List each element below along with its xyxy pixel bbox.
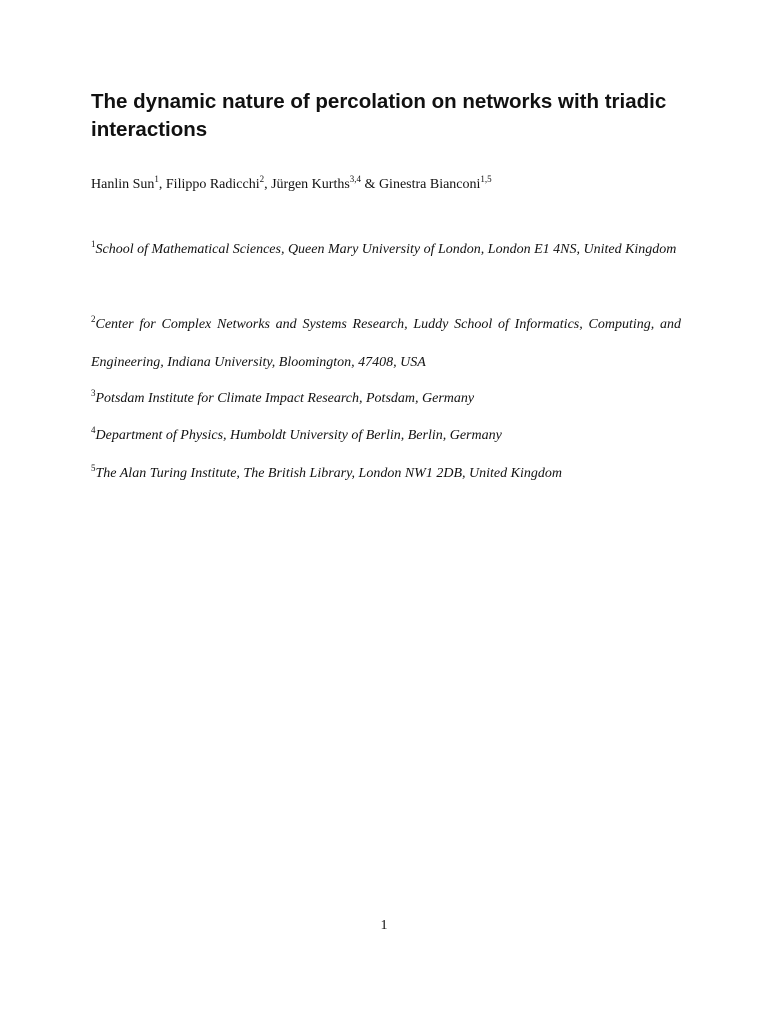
affiliation-number: 1 bbox=[91, 239, 96, 249]
author-affiliation-mark: 2 bbox=[259, 174, 265, 184]
author-name: Ginestra Bianconi bbox=[378, 177, 481, 192]
affiliation-text: School of Mathematical Sciences, Queen Mary University of London, London E1 4NS, United Kingdom bbox=[95, 242, 677, 257]
author-list bbox=[91, 175, 492, 195]
affiliation-text: The Alan Turing Institute, The British Library, London NW1 2DB, United Kingdom bbox=[95, 466, 562, 481]
author-affiliation-mark: 3,4 bbox=[349, 174, 362, 184]
affiliation-number: 5 bbox=[91, 463, 96, 473]
author-affiliation-mark: 1 bbox=[154, 174, 159, 184]
author-affiliation-mark: 1,5 bbox=[480, 174, 492, 184]
author-name: Filippo Radicchi bbox=[165, 177, 260, 192]
affiliation-4 bbox=[91, 417, 681, 455]
author-name: Hanlin Sun bbox=[91, 177, 155, 192]
affiliation-1 bbox=[91, 231, 681, 269]
author-separator: , bbox=[264, 177, 272, 192]
affiliation-3 bbox=[91, 380, 681, 418]
affiliation-number: 4 bbox=[91, 425, 96, 435]
affiliation-2 bbox=[91, 306, 681, 381]
affiliation-number: 2 bbox=[91, 314, 96, 324]
author-separator: , bbox=[158, 177, 166, 192]
affiliation-number: 3 bbox=[91, 388, 96, 398]
page-number: 1 bbox=[380, 918, 388, 933]
author-name: Jürgen Kurths bbox=[271, 177, 350, 192]
author-separator: & bbox=[361, 177, 379, 192]
affiliation-5 bbox=[91, 455, 681, 493]
affiliation-text: Potsdam Institute for Climate Impact Research, Potsdam, Germany bbox=[95, 391, 475, 406]
affiliation-text: Center for Complex Networks and Systems Research, Luddy School of Informatics, Computing, and Engineering, Indiana University, Bloomington, 47408, USA bbox=[91, 317, 681, 370]
paper-title: The dynamic nature of percolation on networks with triadic interactions bbox=[91, 90, 667, 141]
affiliation-text: Department of Physics, Humboldt University of Berlin, Berlin, Germany bbox=[95, 428, 502, 443]
